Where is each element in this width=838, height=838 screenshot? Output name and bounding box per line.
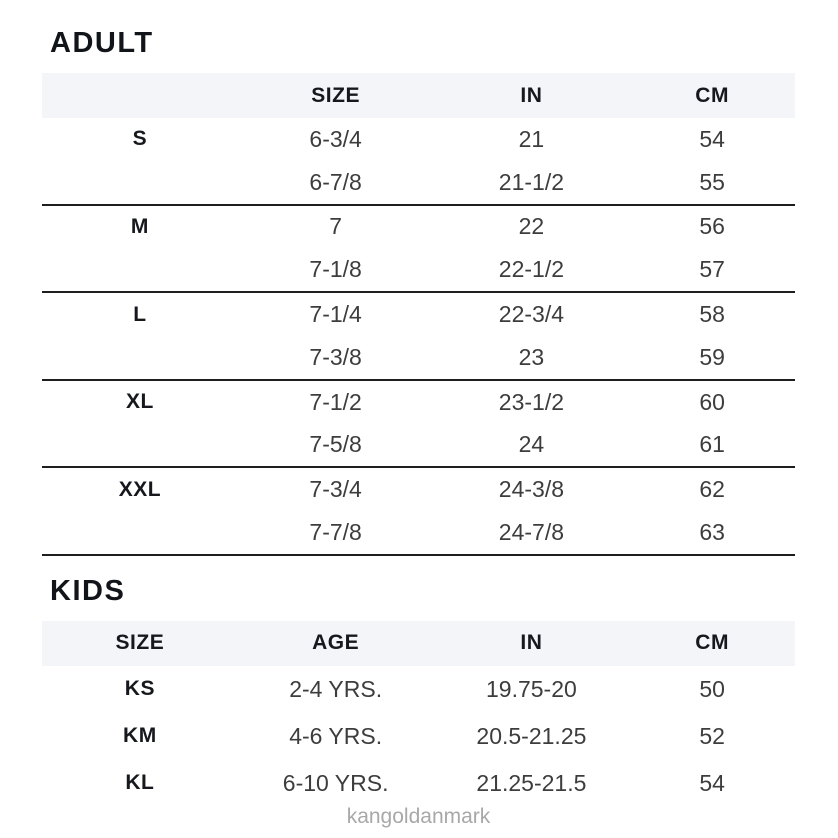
cell: 24 bbox=[518, 431, 545, 458]
column-header: SIZE bbox=[115, 631, 165, 655]
table-row bbox=[42, 161, 795, 206]
cell: 55 bbox=[699, 168, 725, 195]
adult-section-heading: ADULT bbox=[50, 27, 154, 59]
cell: 24-3/8 bbox=[498, 476, 565, 503]
cell: 63 bbox=[699, 519, 725, 546]
table-row bbox=[42, 666, 795, 713]
table-row bbox=[42, 206, 795, 249]
cell: 61 bbox=[699, 431, 725, 458]
kids-section-heading: KIDS bbox=[50, 574, 126, 607]
table-row bbox=[42, 336, 795, 381]
table-row bbox=[42, 118, 795, 161]
cell: 57 bbox=[699, 256, 725, 283]
cell: 24-7/8 bbox=[498, 519, 565, 546]
cell: 4-6 YRS. bbox=[289, 722, 383, 749]
table-row bbox=[42, 511, 795, 556]
cell: 23 bbox=[518, 343, 545, 370]
row-label: XL bbox=[125, 390, 154, 414]
cell: 6-10 YRS. bbox=[282, 769, 389, 796]
cell: 54 bbox=[699, 769, 725, 796]
column-header: AGE bbox=[312, 631, 360, 655]
cell: 7-7/8 bbox=[309, 519, 362, 546]
row-label: L bbox=[133, 302, 147, 326]
table-row bbox=[42, 248, 795, 293]
row-label: KS bbox=[124, 677, 155, 701]
adult-size-table bbox=[42, 73, 795, 556]
cell: 7-5/8 bbox=[309, 431, 362, 458]
table-row bbox=[42, 293, 795, 336]
table-header-row bbox=[42, 73, 795, 118]
column-header: CM bbox=[695, 83, 729, 107]
cell: 22-1/2 bbox=[498, 256, 565, 283]
column-header: SIZE bbox=[311, 83, 360, 107]
cell: 60 bbox=[699, 388, 725, 415]
row-label: S bbox=[132, 127, 148, 151]
table-header-row bbox=[42, 621, 795, 666]
row-label: KL bbox=[125, 771, 155, 795]
table-row bbox=[42, 713, 795, 760]
cell: 2-4 YRS. bbox=[289, 675, 383, 702]
table-row bbox=[42, 468, 795, 511]
cell: 56 bbox=[699, 213, 725, 240]
cell: 21 bbox=[518, 125, 545, 152]
cell: 22 bbox=[518, 213, 545, 240]
cell: 52 bbox=[699, 722, 725, 749]
column-header: IN bbox=[520, 83, 543, 107]
cell: 6-7/8 bbox=[309, 168, 362, 195]
column-header: CM bbox=[695, 631, 729, 655]
footer-brand: kangoldanmark bbox=[346, 804, 491, 828]
cell: 6-3/4 bbox=[309, 125, 362, 152]
cell: 62 bbox=[699, 476, 725, 503]
cell: 22-3/4 bbox=[498, 301, 565, 328]
cell: 7 bbox=[329, 213, 343, 240]
cell: 7-1/2 bbox=[309, 388, 362, 415]
cell: 54 bbox=[699, 125, 725, 152]
row-label: M bbox=[130, 214, 149, 238]
cell: 20.5-21.25 bbox=[476, 722, 587, 749]
row-label: KM bbox=[123, 724, 157, 748]
cell: 7-1/4 bbox=[309, 301, 362, 328]
cell: 58 bbox=[699, 301, 725, 328]
cell: 59 bbox=[699, 343, 725, 370]
cell: 19.75-20 bbox=[486, 675, 577, 702]
kids-size-table bbox=[42, 621, 795, 807]
cell: 21-1/2 bbox=[498, 168, 565, 195]
cell: 7-3/8 bbox=[309, 343, 362, 370]
table-row bbox=[42, 760, 795, 807]
row-label: XXL bbox=[118, 477, 162, 501]
cell: 21.25-21.5 bbox=[476, 769, 587, 796]
table-row bbox=[42, 381, 795, 424]
table-row bbox=[42, 424, 795, 469]
column-header: IN bbox=[520, 631, 543, 655]
cell: 23-1/2 bbox=[498, 388, 565, 415]
cell: 50 bbox=[699, 675, 725, 702]
cell: 7-3/4 bbox=[309, 476, 362, 503]
cell: 7-1/8 bbox=[309, 256, 362, 283]
